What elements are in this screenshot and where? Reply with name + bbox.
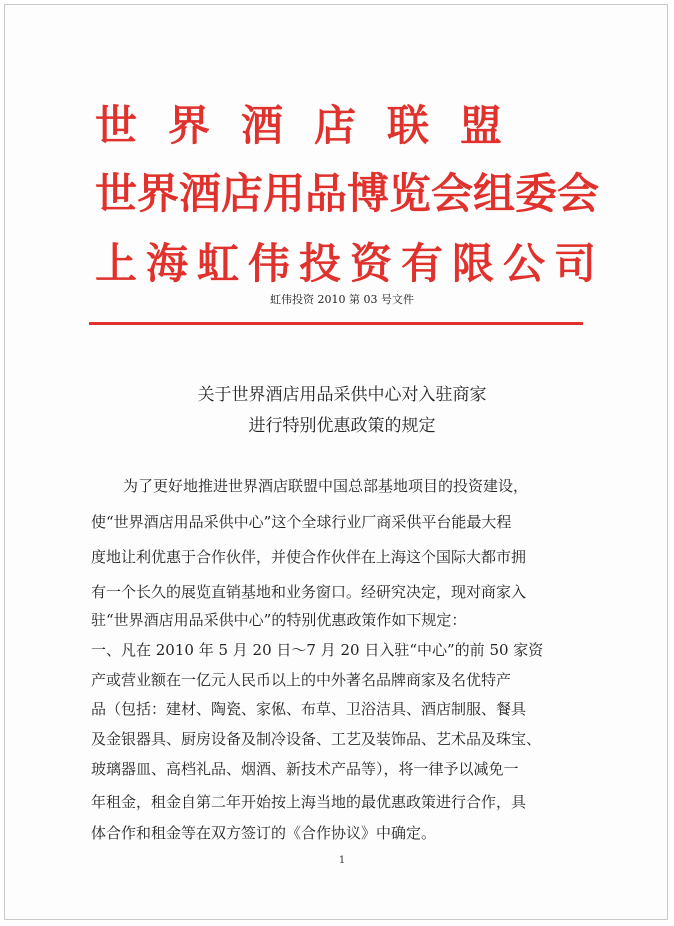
body-line: 有一个长久的展览直销基地和业务窗口。经研究决定，现对商家入 [91, 583, 527, 601]
body-line: 玻璃器皿、高档礼品、烟酒、新技术产品等），将一律予以减免一 [91, 760, 519, 778]
document-page [4, 4, 668, 920]
body-line: 年租金，租金自第二年开始按上海当地的最优惠政策进行合作，具 [91, 793, 527, 811]
header-divider [89, 322, 583, 325]
body-line: 品（包括：建材、陶瓷、家俬、布草、卫浴洁具、酒店制服、餐具 [91, 700, 527, 718]
header-org-2: 世界酒店用品博览会组委会 [95, 169, 600, 218]
body-line: 驻“世界酒店用品采供中心”的特别优惠政策作如下规定： [91, 611, 467, 629]
document-number: 虹伟投资 2010 第 03 号文件 [270, 293, 414, 306]
document-title-line-2: 进行特别优惠政策的规定 [248, 416, 436, 436]
body-line: 一、凡在 2010 年 5 月 20 日～7 月 20 日入驻“中心”的前 50 家资 [91, 641, 544, 659]
page-number: 1 [338, 855, 346, 866]
body-line: 产或营业额在一亿元人民币以上的中外著名品牌商家及名优特产 [91, 671, 512, 689]
header-org-1: 世界酒店联盟 [95, 101, 534, 150]
body-line: 为了更好地推进世界酒店联盟中国总部基地项目的投资建设， [123, 477, 529, 495]
body-line: 及金银器具、厨房设备及制冷设备、工艺及装饰品、艺术品及珠宝、 [91, 730, 542, 748]
document-title-line-1: 关于世界酒店用品采供中心对入驻商家 [197, 385, 487, 405]
body-line: 使“世界酒店用品采供中心”这个全球行业厂商采供平台能最大程 [91, 513, 512, 531]
body-line: 度地让利优惠于合作伙伴，并使合作伙伴在上海这个国际大都市拥 [91, 548, 527, 566]
header-org-3: 上海虹伟投资有限公司 [95, 239, 606, 288]
body-line: 体合作和租金等在双方签订的《合作协议》中确定。 [91, 824, 437, 842]
